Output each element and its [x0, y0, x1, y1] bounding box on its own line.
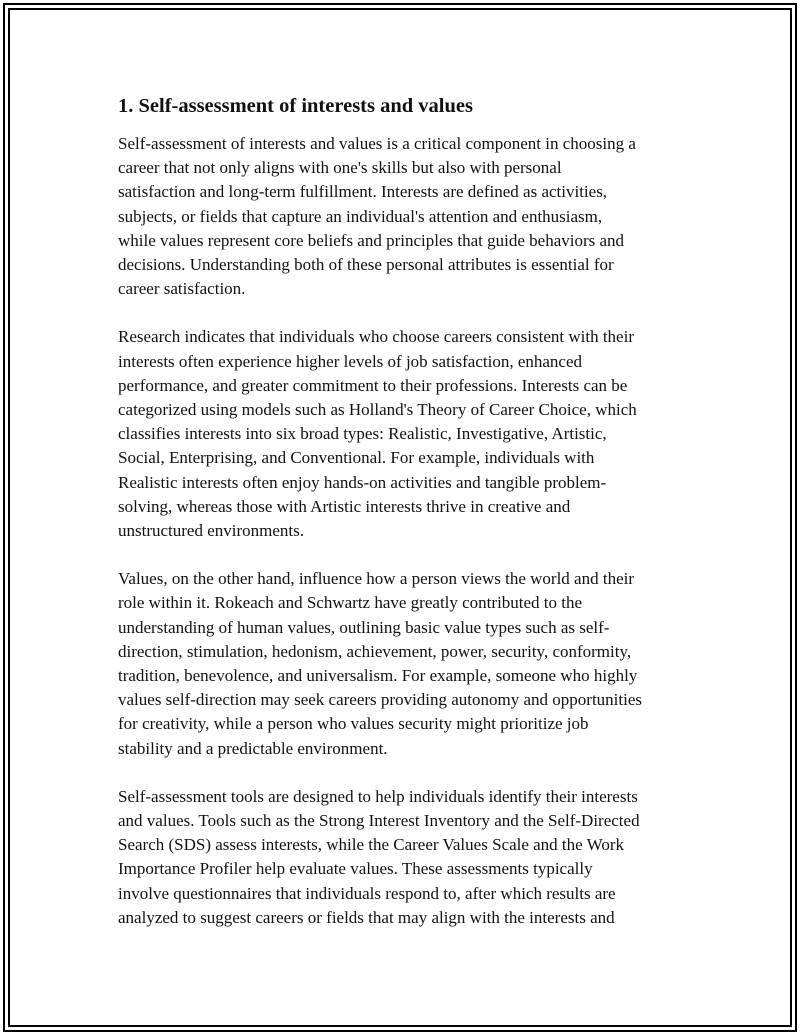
- paragraph-line: direction, stimulation, hedonism, achievement, power, security, conformity,: [118, 641, 632, 661]
- paragraph-line: performance, and greater commitment to their professions. Interests can be: [118, 375, 628, 395]
- paragraph-line: Self-assessment tools are designed to help individuals identify their interests: [118, 786, 638, 806]
- paragraph-line: Self-assessment of interests and values is a critical component in choosing a: [118, 134, 636, 153]
- paragraph: [118, 785, 698, 930]
- paragraph-line: values self-direction may seek careers providing autonomy and opportunities: [118, 690, 643, 710]
- paragraph-line: Social, Enterprising, and Conventional. For example, individuals with: [118, 448, 595, 468]
- paragraph-line: Realistic interests often enjoy hands-on activities and tangible problem-: [118, 472, 607, 492]
- paragraph-list: [118, 132, 698, 930]
- paragraph-line: analyzed to suggest careers or fields that may align with the interests and: [118, 907, 615, 927]
- paragraph-line: role within it. Rokeach and Schwartz have greatly contributed to the: [118, 593, 583, 613]
- paragraph-line: career satisfaction.: [118, 279, 246, 299]
- paragraph-line: interests often experience higher levels of job satisfaction, enhanced: [118, 351, 583, 371]
- paragraph-line: decisions. Understanding both of these personal attributes is essential for: [118, 255, 614, 275]
- paragraph-line: understanding of human values, outlining basic value types such as self-: [118, 617, 610, 637]
- paragraph-line: solving, whereas those with Artistic interests thrive in creative and: [118, 496, 571, 516]
- paragraph-line: stability and a predictable environment.: [118, 738, 388, 758]
- paragraph-line: involve questionnaires that individuals respond to, after which results are: [118, 883, 616, 903]
- paragraph-line: tradition, benevolence, and universalism. For example, someone who highly: [118, 666, 638, 686]
- paragraph-line: Research indicates that individuals who choose careers consistent with their: [118, 327, 634, 347]
- paragraph-line: Importance Profiler help evaluate values. These assessments typically: [118, 859, 593, 879]
- paragraph: [118, 567, 698, 761]
- section-heading: 1. Self-assessment of interests and values: [118, 95, 473, 117]
- paragraph-line: for creativity, while a person who values security might prioritize job: [118, 714, 589, 734]
- paragraph-line: Values, on the other hand, influence how a person views the world and their: [118, 569, 634, 589]
- paragraph-line: satisfaction and long-term fulfillment. Interests are defined as activities,: [118, 182, 608, 202]
- paragraph-line: while values represent core beliefs and principles that guide behaviors and: [118, 230, 625, 250]
- paragraph-line: classifies interests into six broad types: Realistic, Investigative, Artistic,: [118, 424, 607, 444]
- paragraph-line: subjects, or fields that capture an individual's attention and enthusiasm,: [118, 206, 603, 226]
- paragraph-line: categorized using models such as Holland's Theory of Career Choice, which: [118, 400, 637, 420]
- paragraph-line: career that not only aligns with one's skills but also with personal: [118, 158, 562, 178]
- paragraph: [118, 325, 698, 543]
- paragraph: [118, 132, 698, 301]
- paragraph-line: unstructured environments.: [118, 521, 305, 541]
- paragraph-line: and values. Tools such as the Strong Interest Inventory and the Self-Directed: [118, 811, 640, 831]
- paragraph-line: Search (SDS) assess interests, while the Career Values Scale and the Work: [118, 835, 624, 855]
- document-body: [118, 93, 698, 954]
